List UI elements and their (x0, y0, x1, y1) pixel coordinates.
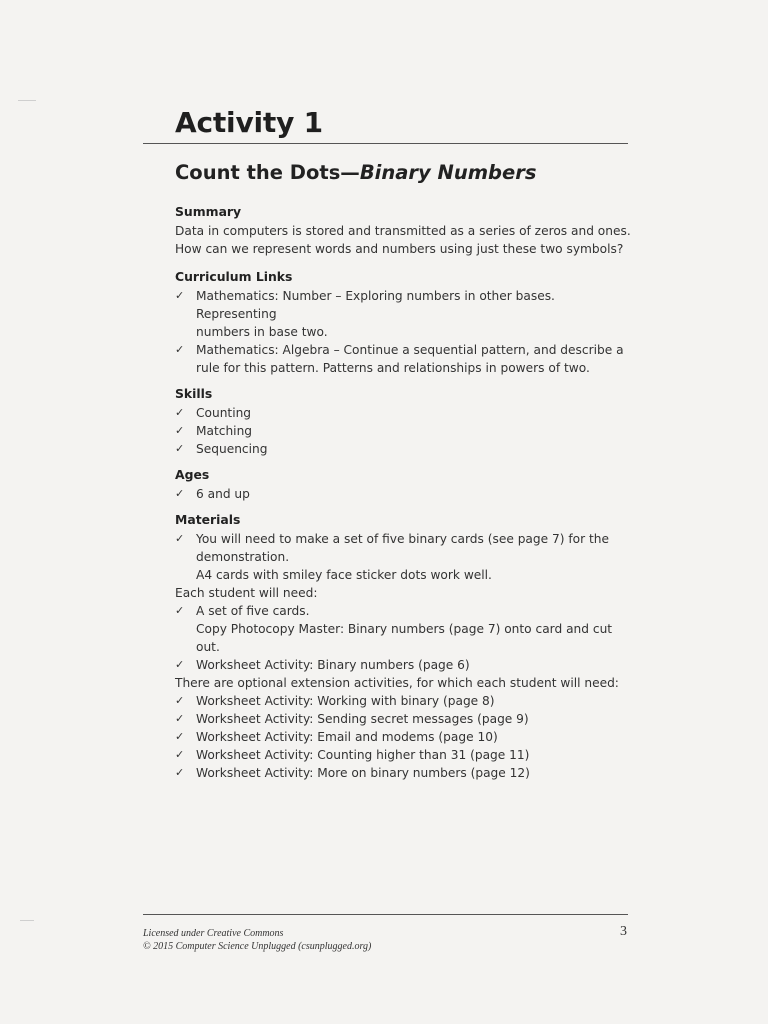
check-icon: ✓ (175, 658, 185, 671)
list-item (175, 485, 635, 503)
check-icon: ✓ (175, 424, 185, 437)
subtitle-italic: Binary Numbers (359, 161, 537, 184)
list-item-text: A4 cards with smiley face sticker dots work well. (196, 568, 492, 582)
check-icon: ✓ (175, 442, 185, 455)
check-icon: ✓ (175, 406, 185, 419)
list-item (175, 287, 635, 341)
footer-license (143, 927, 371, 953)
list-item-text: numbers in base two. (196, 325, 328, 339)
skills-list (175, 404, 635, 458)
list-item (175, 341, 635, 377)
check-icon: ✓ (175, 289, 185, 302)
list-item (175, 656, 635, 674)
student-materials-list (175, 602, 635, 674)
activity-content (175, 203, 635, 782)
check-icon: ✓ (175, 532, 185, 545)
skills-heading: Skills (175, 386, 213, 401)
summary-heading: Summary (175, 204, 242, 219)
footer-copyright-line: © 2015 Computer Science Unplugged (csunplugged.org) (143, 941, 372, 952)
check-icon: ✓ (175, 487, 185, 500)
list-item (175, 602, 635, 656)
footer-rule (143, 914, 628, 915)
scan-mark (18, 100, 36, 101)
title-rule (143, 143, 628, 144)
list-item-text: Worksheet Activity: Binary numbers (page 6) (196, 658, 470, 672)
summary-text (175, 222, 635, 258)
curriculum-list (175, 287, 635, 377)
list-item-text: Worksheet Activity: More on binary numbers (page 12) (196, 766, 530, 780)
list-item-text: rule for this pattern. Patterns and relationships in powers of two. (196, 361, 590, 375)
ages-heading: Ages (175, 467, 210, 482)
list-item-text: Mathematics: Algebra – Continue a sequential pattern, and describe a (196, 343, 624, 357)
optional-materials-list (175, 692, 635, 782)
list-item (175, 404, 635, 422)
each-student-text: Each student will need: (175, 586, 318, 600)
check-icon: ✓ (175, 748, 185, 761)
activity-subtitle (175, 161, 536, 184)
list-item-text: demonstration. (196, 550, 290, 564)
check-icon: ✓ (175, 343, 185, 356)
optional-intro-text: There are optional extension activities, for which each student will need: (175, 676, 619, 690)
materials-heading: Materials (175, 512, 241, 527)
list-item-text: Sequencing (196, 442, 268, 456)
check-icon: ✓ (175, 694, 185, 707)
summary-line: Data in computers is stored and transmitted as a series of zeros and ones. (175, 224, 631, 238)
list-item-text: Counting (196, 406, 252, 420)
list-item (175, 440, 635, 458)
list-item-text: Worksheet Activity: Sending secret messages (page 9) (196, 712, 529, 726)
list-item (175, 710, 635, 728)
list-item (175, 692, 635, 710)
summary-line: How can we represent words and numbers using just these two symbols? (175, 242, 624, 256)
page-number: 3 (620, 924, 627, 939)
list-item-text: 6 and up (196, 487, 250, 501)
list-item-text: Copy Photocopy Master: Binary numbers (page 7) onto card and cut out. (196, 622, 613, 654)
list-item-text: Matching (196, 424, 253, 438)
list-item-text: Mathematics: Number – Exploring numbers in other bases. Representing (196, 289, 555, 321)
list-item-text: Worksheet Activity: Email and modems (page 10) (196, 730, 498, 744)
list-item-text: A set of five cards. (196, 604, 310, 618)
curriculum-heading: Curriculum Links (175, 269, 293, 284)
activity-title: Activity 1 (175, 106, 323, 139)
footer-license-line: Licensed under Creative Commons (143, 928, 284, 939)
list-item (175, 764, 635, 782)
materials-list (175, 530, 635, 584)
list-item (175, 422, 635, 440)
list-item (175, 530, 635, 584)
check-icon: ✓ (175, 712, 185, 725)
list-item (175, 728, 635, 746)
ages-list (175, 485, 635, 503)
check-icon: ✓ (175, 604, 185, 617)
check-icon: ✓ (175, 766, 185, 779)
list-item-text: Worksheet Activity: Counting higher than 31 (page 11) (196, 748, 530, 762)
list-item-text: You will need to make a set of five binary cards (see page 7) for the (196, 532, 610, 546)
scan-mark (20, 920, 34, 921)
subtitle-main: Count the Dots— (175, 161, 360, 184)
list-item (175, 746, 635, 764)
check-icon: ✓ (175, 730, 185, 743)
list-item-text: Worksheet Activity: Working with binary (page 8) (196, 694, 495, 708)
